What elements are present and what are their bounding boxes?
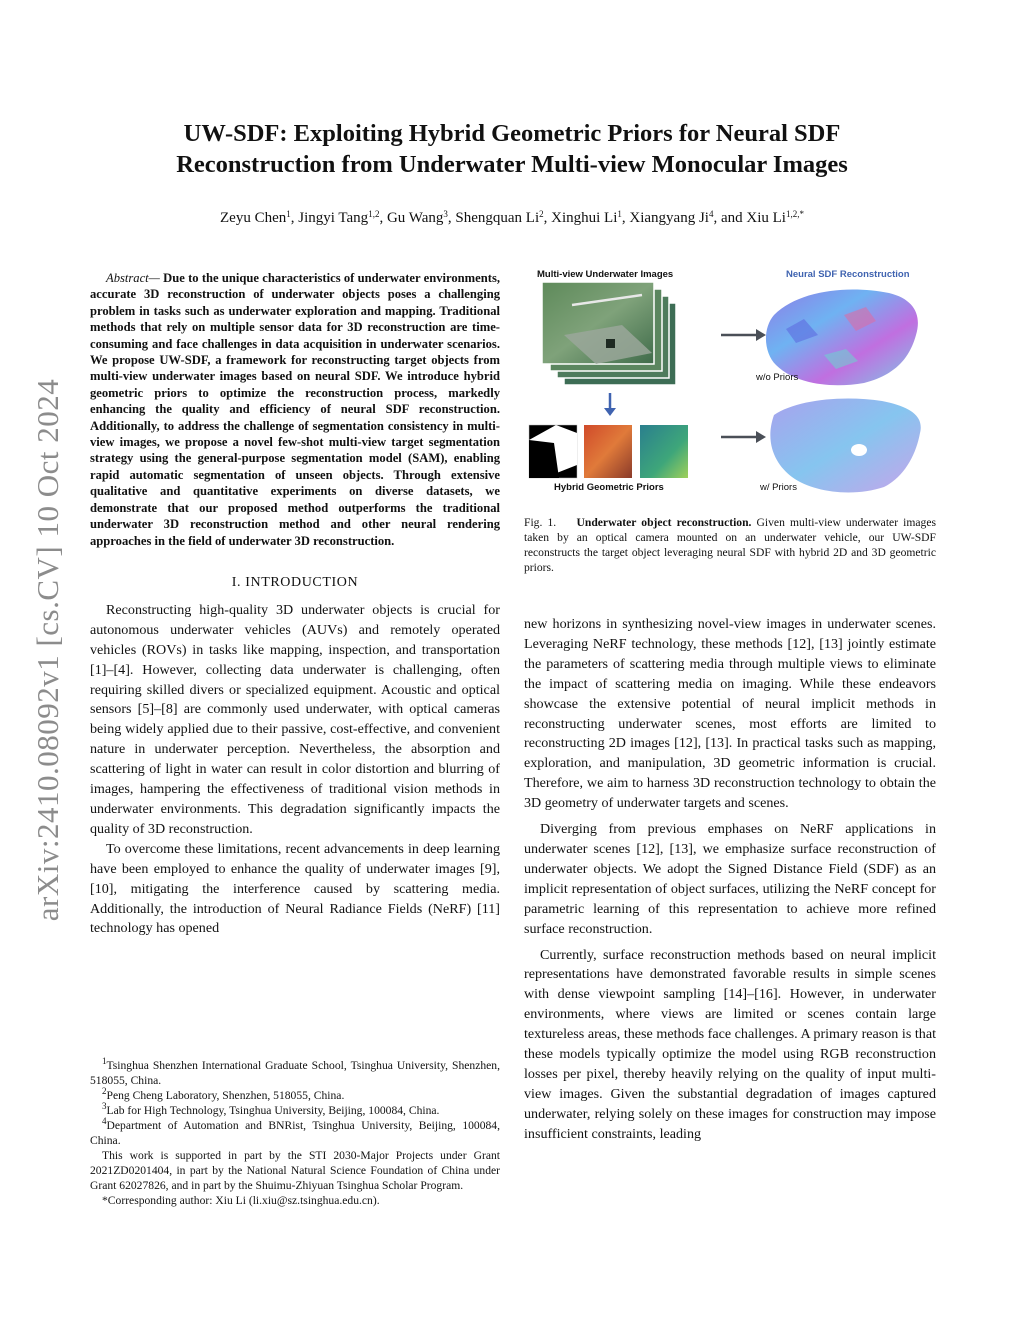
author-separator: , and <box>713 210 747 226</box>
arxiv-identifier <box>18 350 78 950</box>
figure-label-hybrid: Hybrid Geometric Priors <box>554 482 664 493</box>
abstract-text: Due to the unique characteristics of underwater environments, accurate 3D reconstruction of underwater objects poses a challenging problem in tasks such as underwater exploration and mapping. Traditional methods that rely on multiple sensor data for 3D reconstruction are time-consuming and face challenges in data acquisition in underwater scenarios. We propose UW-SDF, a framework for reconstructing target objects from multi-view underwater images based on neural SDF. We introduce hybrid geometric priors to optimize the reconstruction process, markedly enhancing the quality and efficiency of neural SDF reconstruction. Additionally, to address the challenge of segmentation consistency in multi-view images, we propose a novel few-shot multi-view target segmentation strategy using the general-purpose segmentation model (SAM), enabling rapid automatic segmentation of unseen objects. Through extensive qualitative and quantitative experiments on diverse datasets, we demonstrate that our proposed method outperforms the traditional underwater 3D reconstruction method and other neural rendering approaches in the field of underwater 3D reconstruction. <box>90 271 500 548</box>
author-separator: , <box>621 210 630 226</box>
arrow-right-bottom-head <box>756 431 766 443</box>
author-affiliation: 4 <box>708 209 714 219</box>
figure-label-multiview: Multi-view Underwater Images <box>537 269 674 280</box>
author-separator: , <box>379 210 387 226</box>
author-name: Zeyu Chen <box>220 210 287 226</box>
footnote-marker: 1 <box>102 1056 107 1066</box>
left-column <box>90 270 500 939</box>
footnote <box>90 1148 500 1193</box>
right-column <box>524 265 936 1145</box>
footnote-marker: 3 <box>102 1101 107 1111</box>
figure-graphic <box>524 265 936 505</box>
footnote-marker: 4 <box>102 1116 107 1126</box>
author-name: Shengquan Li <box>455 210 540 226</box>
normal-prior <box>584 425 632 478</box>
block-hole <box>606 339 615 348</box>
author-separator: , <box>447 210 456 226</box>
footnote <box>90 1103 500 1118</box>
footnote-text: Department of Automation and BNRist, Tsinghua University, Beijing, 100084, China. <box>90 1119 500 1147</box>
author-affiliation: 2 <box>539 209 544 219</box>
footnote <box>90 1088 500 1103</box>
figure-1 <box>524 265 936 505</box>
arrow-right-top-head <box>756 329 766 341</box>
author-list <box>100 210 924 227</box>
author-name: Gu Wang <box>386 210 444 226</box>
right-paragraph-3: Currently, surface reconstruction methods based on neural implicit representations have demonstrated favorable results in simple scenes with dense viewpoint sampling [14]–[16]. However, in underwater environments, where views are limited or scenes contain large textureless areas, these methods face challenges. A primary reason is that these models typically optimize the model using RGB reconstruction losses per pixel, thereby heavily relying on the quality of input multi-view images. Given the substantial degradation of images captured underwater, relying solely on these images for construction may impose insufficient constraints, leading <box>524 946 936 1142</box>
footnote-text: *Corresponding author: Xiu Li (li.xiu@sz.tsinghua.edu.cn). <box>102 1194 380 1207</box>
author-name: Xiu Li <box>746 210 786 226</box>
author-affiliation: 1,2 <box>368 209 380 219</box>
title-line-2: Reconstruction from Underwater Multi-view Monocular Images <box>176 151 848 178</box>
figure-label-neural: Neural SDF Reconstruction <box>786 269 910 280</box>
author-name: Xiangyang Ji <box>629 210 709 226</box>
figure-label-w: w/ Priors <box>760 482 797 493</box>
abstract <box>90 270 500 549</box>
intro-paragraph-1: Reconstructing high-quality 3D underwater objects is crucial for autonomous underwater vehicles (AUVs) and remotely operated vehicles (ROVs) in tasks like mapping, inspection, and transportation [1]–[4]. However, collecting data underwater is challenging, often requiring skilled divers or specialized equipment. Acoustic and optical sensors [5]–[8] are commonly used underwater, with optical cameras being widely applied due to their passive, cost-effective, and convenient nature in underwater perception. Nevertheless, the absorption and scattering of light in water can result in color distortion and blurring of images, hampering the effectiveness of traditional vision methods in underwater environments. This degradation significantly impacts the quality of 3D reconstruction. <box>90 601 500 837</box>
depth-prior <box>640 425 688 478</box>
section-title: I. INTRODUCTION <box>231 574 359 590</box>
author-affiliation: 3 <box>443 209 448 219</box>
footnote <box>90 1058 500 1088</box>
footnote-marker: 2 <box>102 1086 107 1096</box>
caption-number: Fig. 1. <box>524 516 557 529</box>
arxiv-id-text: arXiv:2410.08092v1 [cs.CV] 10 Oct 2024 <box>30 378 65 922</box>
footnote-text: This work is supported in part by the STI 2030-Major Projects under Grant 2021ZD0201404, in part by the National Natural Science Foundation of China under Grant 62027826, and in part by the Shuimu-Zhiyuan Tsinghua Scholar Program. <box>90 1149 500 1192</box>
right-paragraph-1: new horizons in synthesizing novel-view images in underwater scenes. Leveraging NeRF technology, these methods [12], [13] jointly estimate the parameters of scattering media through multiple views to eliminate the impact of scattering media on imaging. While these endeavors showcase the extensive potential of neural implicit methods in reconstructing underwater scenes, most efforts are limited to reconstructing 2D images [12], [13]. In practical tasks such as mapping, exploration, and manipulation, 3D geometric information is crucial. Therefore, we aim to harness 3D reconstruction technology to obtain the 3D geometry of underwater targets and scenes. <box>524 616 936 812</box>
author-separator: , <box>290 210 299 226</box>
surface-with-priors <box>770 399 920 493</box>
footnote-text: Lab for High Technology, Tsinghua University, Beijing, 100084, China. <box>106 1104 440 1117</box>
caption-title: Underwater object reconstruction. <box>576 516 752 529</box>
figure-caption <box>524 515 936 575</box>
author-affiliation: 1,2,* <box>785 209 804 219</box>
author-name: Jingyi Tang <box>298 210 369 226</box>
paper-title <box>100 118 924 180</box>
author-affiliation: 1 <box>617 209 622 219</box>
footnote <box>90 1118 500 1148</box>
author-affiliation: 1 <box>286 209 291 219</box>
surface-hole <box>851 444 867 456</box>
arrow-down-head <box>604 408 616 416</box>
figure-label-wo: w/o Priors <box>756 372 799 383</box>
author-name: Xinghui Li <box>551 210 618 226</box>
footnote <box>90 1193 500 1208</box>
abstract-lead: Abstract— <box>106 271 160 285</box>
footnotes <box>90 1058 500 1208</box>
intro-paragraph-2: To overcome these limitations, recent advancements in deep learning have been employed to enhance the quality of underwater images [9], [10], mitigating the interference caused by scattering media. Additionally, the introduction of Neural Radiance Fields (NeRF) [11] technology has opened <box>90 840 500 937</box>
surface-without-priors <box>766 289 918 385</box>
right-paragraph-2: Diverging from previous emphases on NeRF applications in underwater scenes [12], [13], we emphasize surface reconstruction of underwater objects. We adopt the Signed Distance Field (SDF) as an implicit representation of object surfaces, utilizing the NeRF concept for parametric learning of this representation to achieve more refined surface reconstruction. <box>524 821 936 937</box>
caption-text: Given multi-view underwater images taken by an optical camera mounted on an underwater vehicle, our UW-SDF reconstructs the target object leveraging neural SDF with hybrid 2D and 3D geometric priors. <box>524 516 936 574</box>
title-line-1: UW-SDF: Exploiting Hybrid Geometric Priors for Neural SDF <box>183 120 841 147</box>
footnote-text: Peng Cheng Laboratory, Shenzhen, 518055, China. <box>106 1089 345 1102</box>
footnote-text: Tsinghua Shenzhen International Graduate School, Tsinghua University, Shenzhen, 518055, China. <box>90 1059 500 1087</box>
author-separator: , <box>543 210 552 226</box>
